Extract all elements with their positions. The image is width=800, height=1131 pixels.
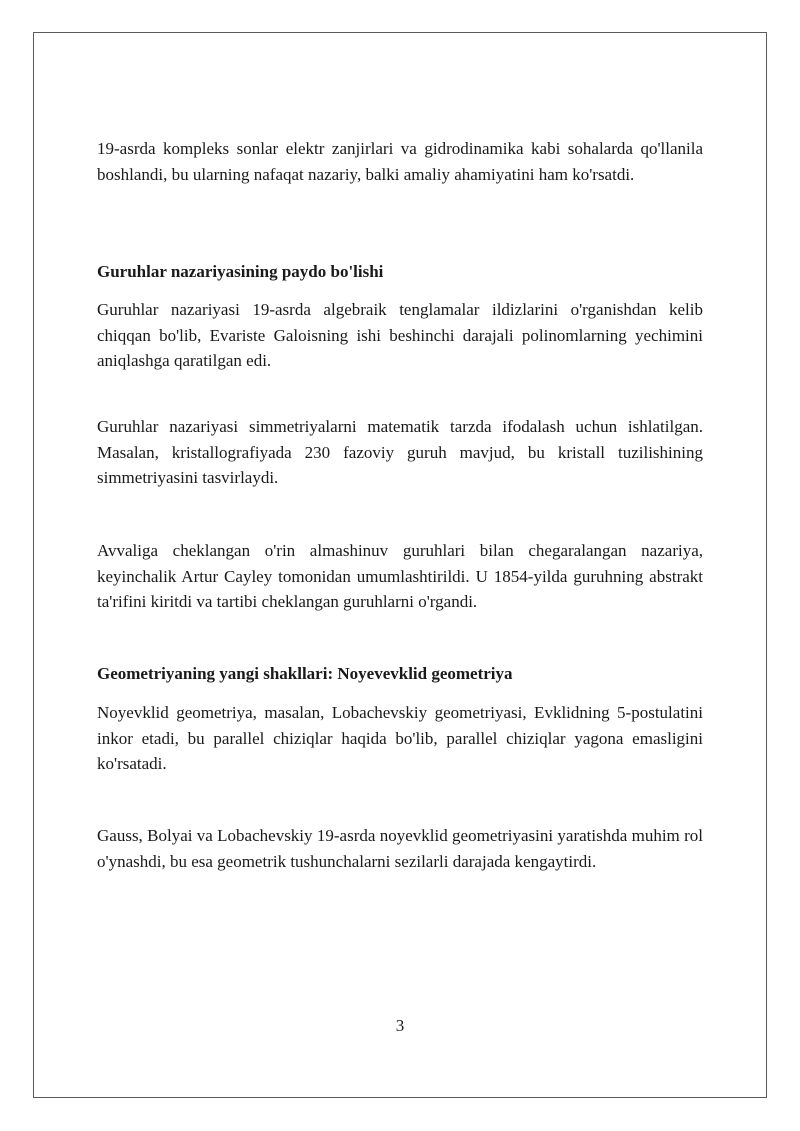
heading-group-theory: Guruhlar nazariyasining paydo bo'lishi xyxy=(97,262,384,281)
heading-non-euclidean: Geometriyaning yangi shakllari: Noyevevklid geometriya xyxy=(97,664,513,683)
paragraph-symmetry: Guruhlar nazariyasi simmetriyalarni matematik tarzda ifodalash uchun ishlatilgan. Masalan, kristallografiyada 230 fazoviy guruh mavjud, bu kristall tuzilishining simmetriyasini tasvirlaydi. xyxy=(97,417,703,487)
page-number: 3 xyxy=(395,1016,405,1035)
paragraph-gauss-bolyai: Gauss, Bolyai va Lobachevskiy 19-asrda noyevklid geometriyasini yaratishda muhim rol o'ynashdi, bu esa geometrik tushunchalarni sezilarli darajada kengaytirdi. xyxy=(97,826,703,871)
paragraph-complex-numbers: 19-asrda kompleks sonlar elektr zanjirlari va gidrodinamika kabi sohalarda qo'llanila boshlandi, bu ularning nafaqat nazariy, balki amaliy ahamiyatini ham ko'rsatdi. xyxy=(97,139,703,184)
paragraph-galois: Guruhlar nazariyasi 19-asrda algebraik tenglamalar ildizlarini o'rganishdan kelib chiqqan bo'lib, Evariste Galoisning ishi beshinchi darajali polinomlarning yechimini aniqlashga qaratilgan edi. xyxy=(97,300,703,370)
paragraph-cayley: Avvaliga cheklangan o'rin almashinuv guruhlari bilan chegaralangan nazariya, keyinchalik Artur Cayley tomonidan umumlashtirildi. U 1854-yilda guruhning abstrakt ta'rifini kiritdi va tartibi cheklangan guruhlarni o'rgandi. xyxy=(97,541,703,611)
paragraph-lobachevsky: Noyevklid geometriya, masalan, Lobachevskiy geometriyasi, Evklidning 5-postulatini inkor etadi, bu parallel chiziqlar haqida bo'lib, parallel chiziqlar yagona emasligini ko'rsatadi. xyxy=(97,703,703,773)
